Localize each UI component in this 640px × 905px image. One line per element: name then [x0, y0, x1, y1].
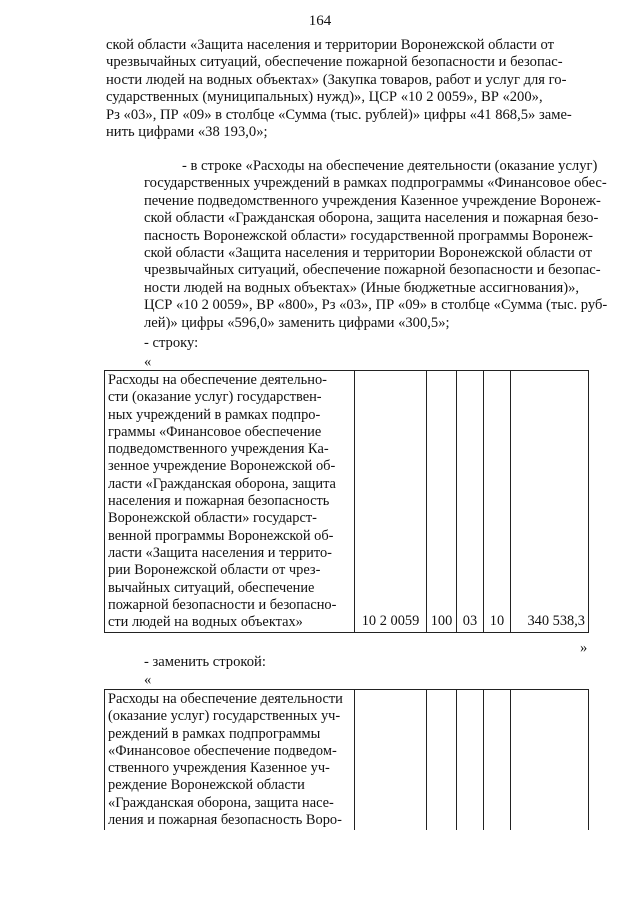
text-line: ЦСР «10 2 0059», ВР «800», Рз «03», ПР «09» в столбце «Сумма (тыс. руб- [144, 297, 608, 314]
text-line: чрезвычайных ситуаций, обеспечение пожарной безопасности и безопас- [106, 54, 563, 71]
text-line: (оказание услуг) государственных уч- [108, 708, 341, 725]
text-line: сударственных (муниципальных) нужд)», ЦСР «10 2 0059», ВР «200», [106, 89, 543, 106]
rz-cell [457, 690, 484, 831]
text-line: венной программы Воронежской об- [108, 527, 334, 544]
row-description [105, 371, 355, 633]
text-line: печение подведомственного учреждения Казенное учреждение Воронеж- [144, 192, 601, 209]
text-line: Воронежской области» государст- [108, 510, 317, 527]
text-line: «Финансовое обеспечение подведом- [108, 742, 337, 759]
table-row [105, 690, 589, 831]
text-line: ности людей на водных объектах» (Закупка товаров, работ и услуг для го- [106, 71, 567, 88]
text-line: рии Воронежской области от чрез- [108, 562, 321, 579]
text-line: ственного учреждения Казенное уч- [108, 760, 330, 777]
text-line: ской области «Защита населения и территории Воронежской области от [106, 37, 554, 53]
paragraph-2 [106, 158, 608, 332]
vr-cell: 100 [427, 371, 457, 633]
open-quote: « [144, 354, 152, 370]
csr-cell: 10 2 0059 [355, 371, 427, 633]
close-quote: » [580, 640, 588, 656]
text-line: зенное учреждение Воронежской об- [108, 458, 336, 475]
sum-cell [511, 690, 589, 831]
budget-row-table-original [104, 370, 589, 633]
replace-label: - заменить строкой: [144, 654, 266, 670]
text-line: пожарной безопасности и безопасно- [108, 596, 337, 613]
text-line: Расходы на обеспечение деятельно- [108, 372, 327, 388]
text-line: пасность Воронежской области» государственной программы Воронеж- [144, 227, 594, 244]
text-line: чрезвычайных ситуаций, обеспечение пожарной безопасности и безопас- [144, 262, 601, 279]
text-line: вычайных ситуаций, обеспечение [108, 579, 315, 596]
table-row [105, 371, 589, 633]
pr-cell: 10 [484, 371, 511, 633]
text-line: ласти «Защита населения и террито- [108, 544, 332, 561]
page-number: 164 [308, 13, 332, 29]
text-line: ской области «Гражданская оборона, защита населения и пожарная безо- [144, 210, 599, 227]
text-line: нить цифрами «38 193,0»; [106, 124, 268, 141]
text-line: ской области «Защита населения и территории Воронежской области от [144, 245, 592, 262]
rz-cell: 03 [457, 371, 484, 633]
text-line: - в строке «Расходы на обеспечение деятельности (оказание услуг) [182, 158, 598, 174]
open-quote: « [144, 672, 152, 688]
text-line: населения и пожарная безопасность [108, 493, 330, 510]
text-line: реждение Воронежской области [108, 777, 305, 794]
text-line: подведомственного учреждения Ка- [108, 441, 329, 458]
budget-row-table-replacement [104, 689, 589, 830]
sum-cell: 340 538,3 [511, 371, 589, 633]
text-line: граммы «Финансовое обеспечение [108, 423, 322, 440]
csr-cell [355, 690, 427, 831]
paragraph-1 [106, 37, 588, 141]
text-line: ности людей на водных объектах» (Иные бюджетные ассигнования)», [144, 279, 580, 296]
row-description [105, 690, 355, 831]
row-label: - строку: [144, 335, 199, 351]
text-line: ных учреждений в рамках подпро- [108, 406, 321, 423]
text-line: ления и пожарная безопасность Воро- [108, 812, 342, 829]
text-line: Рз «03», ПР «09» в столбце «Сумма (тыс. рублей)» цифры «41 868,5» заме- [106, 106, 572, 123]
text-line: государственных учреждений в рамках подпрограммы «Финансовое обес- [144, 175, 607, 192]
pr-cell [484, 690, 511, 831]
text-line: лей)» цифры «596,0» заменить цифрами «300,5»; [144, 314, 450, 331]
text-line: ласти «Гражданская оборона, защита [108, 475, 336, 492]
text-line: «Гражданская оборона, защита насе- [108, 794, 334, 811]
text-line: реждений в рамках подпрограммы [108, 725, 321, 742]
vr-cell [427, 690, 457, 831]
text-line: сти людей на водных объектах» [108, 614, 303, 631]
text-line: Расходы на обеспечение деятельности [108, 691, 343, 707]
text-line: сти (оказание услуг) государствен- [108, 389, 322, 406]
